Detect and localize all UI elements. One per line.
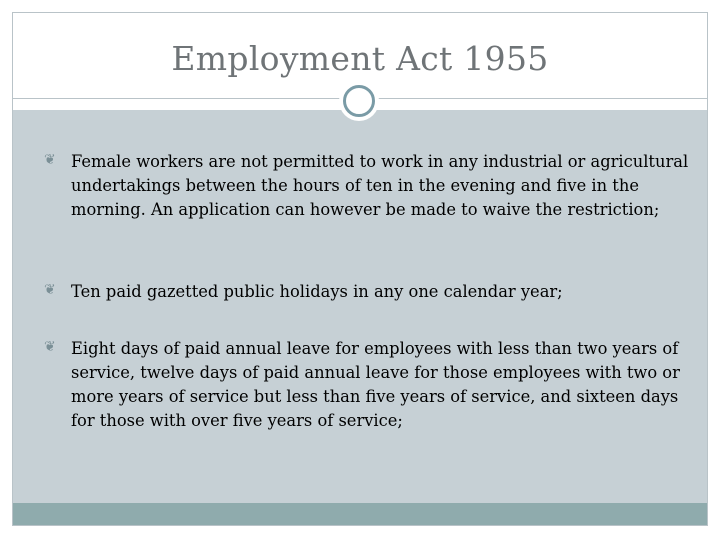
slide-title: Employment Act 1955 bbox=[171, 39, 549, 78]
bullet-text: Female workers are not permitted to work in any industrial or agricultural undertakings between the hours of ten in the evening and five in the morning. An application can however be made to waive the restriction; bbox=[71, 152, 689, 219]
circle-ornament-icon bbox=[339, 81, 379, 121]
slide bbox=[12, 12, 708, 526]
fleuron-bullet-icon: ❦ bbox=[44, 339, 56, 355]
footer-bar bbox=[13, 503, 707, 525]
bullet-text: Ten paid gazetted public holidays in any one calendar year; bbox=[71, 282, 563, 301]
fleuron-bullet-icon: ❦ bbox=[44, 282, 56, 298]
circle-ring bbox=[343, 85, 375, 117]
bullet-text: Eight days of paid annual leave for employees with less than two years of service, twelve days of paid annual leave for those employees with two or more years of service but less than five years of service, and sixteen days for those with over five years of service; bbox=[71, 339, 680, 430]
fleuron-bullet-icon: ❦ bbox=[44, 152, 56, 168]
